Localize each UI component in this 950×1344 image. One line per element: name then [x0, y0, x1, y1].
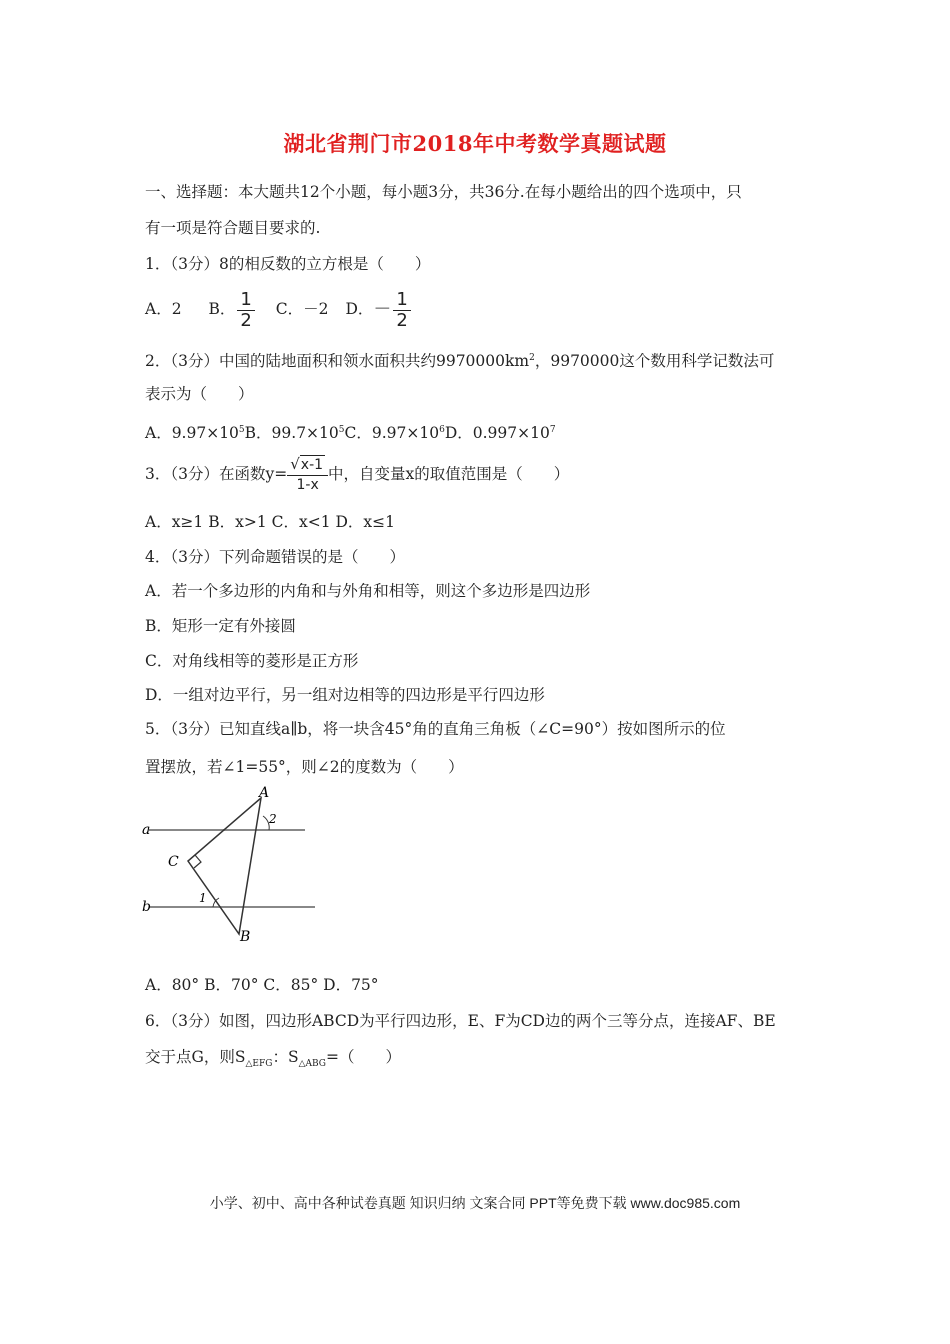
q2-stem-part-a: 2．（3分）中国的陆地面积和领水面积共约9970000km: [145, 352, 530, 371]
right-triangle: [188, 798, 261, 934]
q2-option-d-exponent: 7: [549, 425, 556, 435]
label-b: b: [142, 899, 151, 915]
question-4-option-c: C．对角线相等的菱形是正方形: [145, 652, 359, 670]
label-A: A: [259, 785, 270, 801]
q1-option-a: A．2: [145, 300, 182, 318]
label-1: 1: [199, 891, 207, 905]
q2-option-a-exponent: 5: [238, 425, 245, 435]
q2-option-c-exponent: 6: [439, 425, 445, 435]
question-4-option-a: A．若一个多边形的内角和与外角和相等，则这个多边形是四边形: [145, 582, 591, 600]
q3-numerator: [287, 455, 328, 476]
q1-option-d-denominator: 2: [396, 309, 408, 331]
question-5-stem-line2: 置摆放，若∠1=55°，则∠2的度数为（ ）: [145, 758, 464, 776]
q1-option-d-label: D．: [345, 300, 374, 318]
q1-option-b-numerator: 1: [237, 290, 254, 311]
q1-option-b-fraction: [237, 290, 254, 331]
label-B: B: [240, 929, 251, 945]
section-instruction-line2: 有一项是符合题目要求的.: [145, 219, 321, 237]
sqrt-icon: √: [290, 455, 300, 473]
question-5-options: A．80° B．70° C．85° D．75°: [145, 976, 379, 994]
triangle-parallel-lines-figure: [135, 778, 335, 948]
q2-stem-superscript: 2: [529, 353, 535, 363]
q3-radicand: x-1: [300, 457, 324, 473]
question-1-stem: 1．（3分）8的相反数的立方根是（ ）: [145, 255, 431, 273]
q1-option-b-denominator: 2: [240, 309, 252, 331]
q3-stem-part-b: 中，自变量x的取值范围是（ ）: [328, 465, 570, 483]
q1-option-d-sign: －: [373, 299, 392, 320]
right-angle-mark: [194, 855, 201, 868]
question-2-stem-line2: 表示为（ ）: [145, 385, 254, 403]
question-1-options: [145, 289, 413, 331]
q6-subscript-efg: △EFG: [245, 1059, 273, 1070]
q6-subscript-abg: △ABG: [298, 1059, 326, 1070]
section-instruction-line1: 一、选择题：本大题共12个小题，每小题3分，共36分.在每小题给出的四个选项中，只: [145, 183, 742, 201]
page-title: 湖北省荆门市2018年中考数学真题试题: [283, 131, 667, 156]
q1-option-c: C．－2: [275, 300, 329, 318]
q6-stem-part-c: =（ ）: [325, 1048, 401, 1066]
q6-stem-part-b: ：S: [272, 1048, 299, 1066]
q3-denominator: 1-x: [296, 477, 319, 493]
page-footer: 小学、初中、高中各种试卷真题 知识归纳 文案合同 PPT等免费下载 www.doc985.com: [209, 1195, 741, 1211]
question-6-stem-line1: 6．（3分）如图，四边形ABCD为平行四边形，E、F为CD边的两个三等分点，连接AF、BE: [145, 1012, 776, 1030]
label-a: a: [142, 822, 151, 838]
question-4-stem: 4．（3分）下列命题错误的是（ ）: [145, 548, 405, 566]
q2-stem-part-b: ，9970000这个数用科学记数法可: [534, 352, 775, 371]
label-2: 2: [269, 812, 277, 826]
q1-option-b-label: B．: [208, 300, 236, 318]
question-2-stem-line1: [145, 348, 774, 371]
q1-option-d-fraction: [393, 290, 410, 331]
q3-stem-part-a: 3．（3分）在函数y=: [145, 465, 288, 483]
question-6-stem-line2: [145, 1047, 401, 1074]
question-4-option-b: B．矩形一定有外接圆: [145, 617, 296, 635]
q1-option-d-numerator: 1: [393, 290, 410, 311]
question-5-stem-line1: 5．（3分）已知直线a∥b，将一块含45°角的直角三角板（∠C=90°）按如图所示的位: [145, 720, 726, 738]
q2-option-d: D．0.997×10: [444, 424, 550, 443]
question-4-option-d: D．一组对边平行，另一组对边相等的四边形是平行四边形: [145, 686, 545, 704]
question-3-options: A．x≥1 B．x>1 C．x<1 D．x≤1: [145, 513, 396, 531]
q2-option-b-exponent: 5: [338, 425, 345, 435]
label-C: C: [168, 854, 179, 870]
q2-option-b: B．99.7×10: [244, 424, 339, 443]
q2-option-c: C．9.97×10: [344, 424, 440, 443]
question-2-options: [145, 420, 556, 443]
q2-option-a: A．9.97×10: [145, 424, 239, 443]
q3-fraction: [287, 455, 328, 495]
q6-stem-part-a: 交于点G，则S: [145, 1048, 246, 1066]
question-3-stem: [145, 452, 569, 496]
